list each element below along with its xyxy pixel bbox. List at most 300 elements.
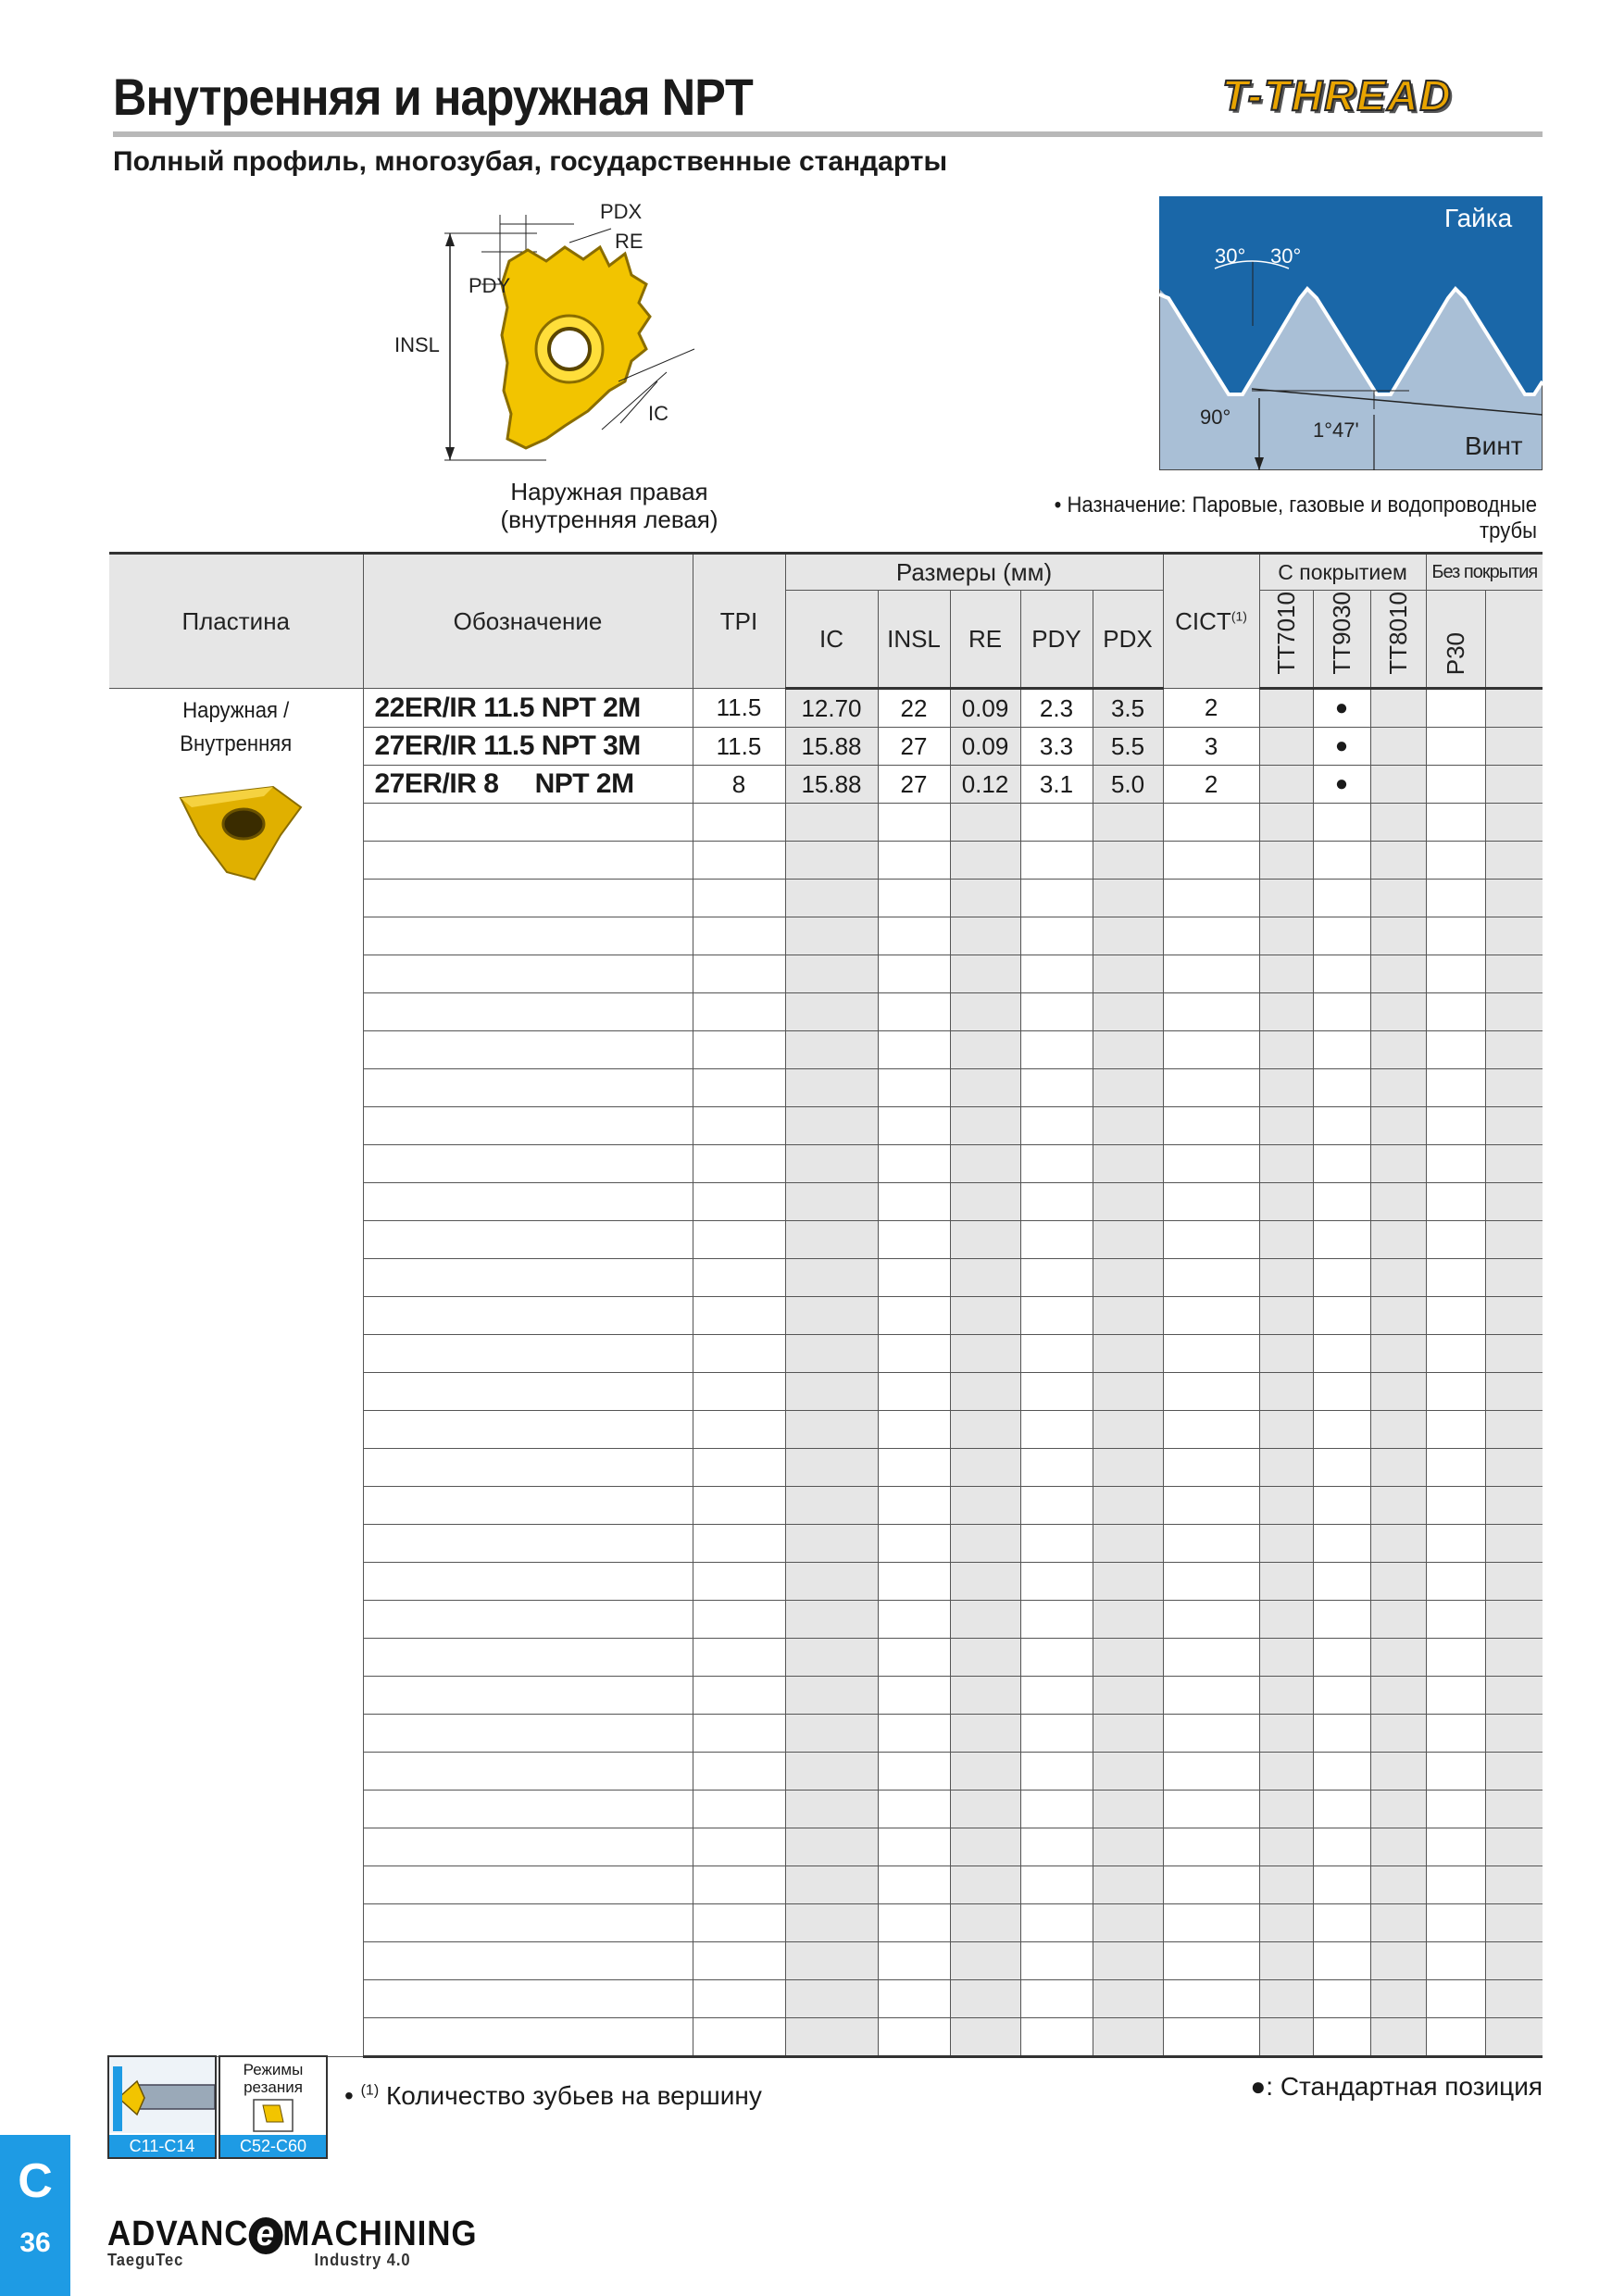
ic-cell bbox=[785, 1449, 878, 1487]
tt7010-cell bbox=[1259, 766, 1313, 804]
re-cell bbox=[950, 1145, 1020, 1183]
tt8010-cell bbox=[1370, 1487, 1426, 1525]
designation-cell bbox=[363, 993, 693, 1031]
insl-cell bbox=[878, 804, 950, 842]
re-cell bbox=[950, 1031, 1020, 1069]
cict-cell bbox=[1163, 1411, 1259, 1449]
tpi-cell bbox=[693, 955, 785, 993]
tt7010-cell bbox=[1259, 804, 1313, 842]
pdy-cell bbox=[1020, 1866, 1093, 1904]
pdy-cell bbox=[1020, 1069, 1093, 1107]
tt8010-cell bbox=[1370, 880, 1426, 917]
insl-cell bbox=[878, 1904, 950, 1942]
re-cell bbox=[950, 1221, 1020, 1259]
page-number: 36 bbox=[19, 2227, 51, 2258]
header-pdy: PDY bbox=[1020, 591, 1093, 689]
tt9030-cell bbox=[1313, 880, 1370, 917]
p30-cell bbox=[1426, 1107, 1485, 1145]
tpi-cell bbox=[693, 1449, 785, 1487]
ic-cell bbox=[785, 1563, 878, 1601]
tt9030-cell bbox=[1313, 1639, 1370, 1677]
brand-logo: T-THREAD bbox=[1222, 71, 1453, 119]
p30-cell bbox=[1426, 1487, 1485, 1525]
pdx-cell bbox=[1093, 1753, 1163, 1791]
tt7010-cell bbox=[1259, 1487, 1313, 1525]
pdy-cell bbox=[1020, 1411, 1093, 1449]
designation-cell bbox=[363, 1715, 693, 1753]
tt7010-cell bbox=[1259, 842, 1313, 880]
tpi-cell bbox=[693, 1942, 785, 1980]
blank-cell bbox=[1485, 1715, 1543, 1753]
tpi-cell: 8 bbox=[693, 766, 785, 804]
tt8010-cell bbox=[1370, 1297, 1426, 1335]
header-blank bbox=[1485, 591, 1543, 689]
toolholder-ref: C11-C14 bbox=[109, 2135, 215, 2157]
tt9030-cell bbox=[1313, 1259, 1370, 1297]
pdy-cell bbox=[1020, 1335, 1093, 1373]
header-tpi: TPI bbox=[693, 554, 785, 689]
pdx-cell bbox=[1093, 1715, 1163, 1753]
insl-label: INSL bbox=[394, 333, 440, 356]
insl-cell bbox=[878, 1221, 950, 1259]
tt9030-cell bbox=[1313, 1791, 1370, 1828]
pdy-cell bbox=[1020, 842, 1093, 880]
tt9030-cell bbox=[1313, 2018, 1370, 2057]
insl-cell bbox=[878, 1791, 950, 1828]
toolholder-ref-box[interactable] bbox=[107, 2055, 217, 2159]
tt7010-cell bbox=[1259, 1373, 1313, 1411]
tt8010-cell bbox=[1370, 804, 1426, 842]
designation-cell bbox=[363, 1866, 693, 1904]
designation-cell bbox=[363, 880, 693, 917]
pdy-cell bbox=[1020, 880, 1093, 917]
tt9030-cell bbox=[1313, 1373, 1370, 1411]
designation-cell: 22ER/IR 11.5 NPT 2M bbox=[363, 689, 693, 728]
pdx-cell bbox=[1093, 804, 1163, 842]
re-cell bbox=[950, 1866, 1020, 1904]
ic-cell bbox=[785, 1373, 878, 1411]
re-cell bbox=[950, 1107, 1020, 1145]
cict-cell bbox=[1163, 1525, 1259, 1563]
angle-left-label: 30° bbox=[1215, 244, 1246, 268]
ic-cell bbox=[785, 1639, 878, 1677]
designation-cell bbox=[363, 1183, 693, 1221]
pdx-cell bbox=[1093, 1942, 1163, 1980]
tt9030-cell bbox=[1313, 917, 1370, 955]
tpi-cell bbox=[693, 1639, 785, 1677]
cict-cell bbox=[1163, 1221, 1259, 1259]
cict-cell bbox=[1163, 1259, 1259, 1297]
designation-cell bbox=[363, 1563, 693, 1601]
blank-cell bbox=[1485, 917, 1543, 955]
pdy-cell: 2.3 bbox=[1020, 689, 1093, 728]
blank-cell bbox=[1485, 1183, 1543, 1221]
tpi-cell bbox=[693, 917, 785, 955]
tpi-cell bbox=[693, 2018, 785, 2057]
tpi-cell bbox=[693, 1297, 785, 1335]
insert-spec-table bbox=[109, 552, 1543, 2058]
header-tt9030: TT9030 bbox=[1313, 591, 1370, 689]
designation-cell bbox=[363, 1980, 693, 2018]
insl-cell bbox=[878, 1525, 950, 1563]
tt8010-cell bbox=[1370, 1335, 1426, 1373]
tt9030-cell: ● bbox=[1313, 766, 1370, 804]
tt7010-cell bbox=[1259, 1411, 1313, 1449]
tt7010-cell bbox=[1259, 2018, 1313, 2057]
blank-cell bbox=[1485, 1828, 1543, 1866]
designation-cell bbox=[363, 1601, 693, 1639]
tpi-cell bbox=[693, 1259, 785, 1297]
blank-cell bbox=[1485, 1449, 1543, 1487]
re-cell bbox=[950, 1563, 1020, 1601]
pdy-cell bbox=[1020, 1791, 1093, 1828]
insl-cell bbox=[878, 1297, 950, 1335]
ic-cell bbox=[785, 993, 878, 1031]
page-title: Внутренняя и наружная NPT bbox=[113, 68, 753, 126]
blank-cell bbox=[1485, 1031, 1543, 1069]
tt7010-cell bbox=[1259, 1677, 1313, 1715]
tt7010-cell bbox=[1259, 1639, 1313, 1677]
re-label: RE bbox=[615, 230, 643, 253]
p30-cell bbox=[1426, 1942, 1485, 1980]
ic-cell bbox=[785, 1183, 878, 1221]
header-ic: IC bbox=[785, 591, 878, 689]
header-insert: Пластина bbox=[109, 554, 363, 689]
cict-cell bbox=[1163, 1145, 1259, 1183]
cict-cell bbox=[1163, 1107, 1259, 1145]
insl-cell bbox=[878, 955, 950, 993]
insl-cell bbox=[878, 1145, 950, 1183]
designation-cell bbox=[363, 1525, 693, 1563]
p30-cell bbox=[1426, 1715, 1485, 1753]
designation-cell bbox=[363, 1449, 693, 1487]
insl-cell bbox=[878, 1069, 950, 1107]
pdx-cell bbox=[1093, 1639, 1163, 1677]
tpi-cell bbox=[693, 1145, 785, 1183]
pdx-cell: 3.5 bbox=[1093, 689, 1163, 728]
ic-cell bbox=[785, 1791, 878, 1828]
tt9030-cell bbox=[1313, 1031, 1370, 1069]
header-p30: P30 bbox=[1426, 591, 1485, 689]
tt7010-cell bbox=[1259, 1563, 1313, 1601]
insl-cell bbox=[878, 917, 950, 955]
designation-cell bbox=[363, 1942, 693, 1980]
tt8010-cell bbox=[1370, 1601, 1426, 1639]
pdx-cell bbox=[1093, 1107, 1163, 1145]
pdy-cell bbox=[1020, 1373, 1093, 1411]
re-cell: 0.12 bbox=[950, 766, 1020, 804]
p30-cell bbox=[1426, 1828, 1485, 1866]
p30-cell bbox=[1426, 1373, 1485, 1411]
pdy-cell bbox=[1020, 917, 1093, 955]
tt8010-cell bbox=[1370, 2018, 1426, 2057]
p30-cell bbox=[1426, 1183, 1485, 1221]
cict-cell bbox=[1163, 1677, 1259, 1715]
insl-cell bbox=[878, 1411, 950, 1449]
cict-cell bbox=[1163, 1563, 1259, 1601]
header-insl: INSL bbox=[878, 591, 950, 689]
insert-shape bbox=[502, 247, 650, 448]
tt8010-cell bbox=[1370, 1107, 1426, 1145]
tt9030-cell bbox=[1313, 955, 1370, 993]
pdx-cell: 5.0 bbox=[1093, 766, 1163, 804]
ic-cell bbox=[785, 804, 878, 842]
tt9030-cell bbox=[1313, 1677, 1370, 1715]
p30-cell bbox=[1426, 1335, 1485, 1373]
pdy-cell bbox=[1020, 2018, 1093, 2057]
insl-cell bbox=[878, 1866, 950, 1904]
pdx-cell bbox=[1093, 1449, 1163, 1487]
cict-cell bbox=[1163, 1449, 1259, 1487]
tt7010-cell bbox=[1259, 728, 1313, 766]
blank-cell bbox=[1485, 728, 1543, 766]
pdy-cell bbox=[1020, 804, 1093, 842]
tpi-cell bbox=[693, 993, 785, 1031]
tt9030-cell: ● bbox=[1313, 689, 1370, 728]
nut-label: Гайка bbox=[1444, 204, 1513, 232]
tpi-cell bbox=[693, 1487, 785, 1525]
footnote: • $^{(1)}$ Количество зубьев на вершину bbox=[344, 2081, 762, 2110]
tt7010-cell bbox=[1259, 917, 1313, 955]
pdy-cell bbox=[1020, 1183, 1093, 1221]
insl-cell bbox=[878, 1563, 950, 1601]
header-designation: Обозначение bbox=[363, 554, 693, 689]
tt8010-cell bbox=[1370, 1563, 1426, 1601]
cict-cell bbox=[1163, 1904, 1259, 1942]
insl-cell bbox=[878, 1487, 950, 1525]
designation-cell bbox=[363, 1904, 693, 1942]
tpi-cell bbox=[693, 1221, 785, 1259]
pdx-cell bbox=[1093, 1563, 1163, 1601]
p30-cell bbox=[1426, 880, 1485, 917]
tt8010-cell bbox=[1370, 1373, 1426, 1411]
re-cell bbox=[950, 1791, 1020, 1828]
ic-cell bbox=[785, 1942, 878, 1980]
p30-cell bbox=[1426, 1677, 1485, 1715]
taper-angle-label: 1°47' bbox=[1313, 418, 1359, 442]
tpi-cell bbox=[693, 1677, 785, 1715]
designation-cell bbox=[363, 917, 693, 955]
cict-cell bbox=[1163, 1980, 1259, 2018]
tt7010-cell bbox=[1259, 1791, 1313, 1828]
re-cell bbox=[950, 993, 1020, 1031]
pdy-cell bbox=[1020, 1031, 1093, 1069]
ic-cell bbox=[785, 1980, 878, 2018]
re-cell bbox=[950, 1677, 1020, 1715]
tt8010-cell bbox=[1370, 1866, 1426, 1904]
p30-cell bbox=[1426, 1145, 1485, 1183]
insert-type-label: Наружная / Внутренняя bbox=[180, 698, 293, 756]
tt8010-cell bbox=[1370, 1791, 1426, 1828]
tt8010-cell bbox=[1370, 1639, 1426, 1677]
tt8010-cell bbox=[1370, 1828, 1426, 1866]
pdy-cell bbox=[1020, 1980, 1093, 2018]
cutting-data-icon bbox=[252, 2098, 294, 2133]
ic-cell bbox=[785, 2018, 878, 2057]
p30-cell bbox=[1426, 917, 1485, 955]
ic-cell bbox=[785, 1335, 878, 1373]
insl-cell bbox=[878, 1639, 950, 1677]
designation-cell bbox=[363, 1487, 693, 1525]
tt9030-cell: ● bbox=[1313, 728, 1370, 766]
re-cell bbox=[950, 1904, 1020, 1942]
tpi-cell: 11.5 bbox=[693, 689, 785, 728]
p30-cell bbox=[1426, 1069, 1485, 1107]
tt8010-cell bbox=[1370, 1525, 1426, 1563]
ic-cell bbox=[785, 1221, 878, 1259]
pdy-cell bbox=[1020, 1221, 1093, 1259]
insl-cell bbox=[878, 993, 950, 1031]
pdy-cell bbox=[1020, 1525, 1093, 1563]
pdx-cell bbox=[1093, 993, 1163, 1031]
insl-cell bbox=[878, 1601, 950, 1639]
p30-cell bbox=[1426, 1297, 1485, 1335]
pdy-cell bbox=[1020, 1487, 1093, 1525]
cict-cell bbox=[1163, 804, 1259, 842]
tt8010-cell bbox=[1370, 1183, 1426, 1221]
p30-cell bbox=[1426, 1904, 1485, 1942]
insl-cell bbox=[878, 1942, 950, 1980]
tpi-cell bbox=[693, 842, 785, 880]
tt9030-cell bbox=[1313, 1297, 1370, 1335]
cict-cell: 2 bbox=[1163, 766, 1259, 804]
ic-cell bbox=[785, 1069, 878, 1107]
ic-cell bbox=[785, 1487, 878, 1525]
ic-cell bbox=[785, 1677, 878, 1715]
pdy-cell bbox=[1020, 1449, 1093, 1487]
tt7010-cell bbox=[1259, 1107, 1313, 1145]
tt7010-cell bbox=[1259, 1828, 1313, 1866]
pdx-cell bbox=[1093, 2018, 1163, 2057]
header-coated: С покрытием bbox=[1259, 554, 1426, 591]
tt7010-cell bbox=[1259, 1866, 1313, 1904]
ic-cell bbox=[785, 917, 878, 955]
pdx-cell bbox=[1093, 917, 1163, 955]
blank-cell bbox=[1485, 880, 1543, 917]
pdx-cell bbox=[1093, 1031, 1163, 1069]
re-cell bbox=[950, 1639, 1020, 1677]
ic-cell bbox=[785, 842, 878, 880]
header-dimensions: Размеры (мм) bbox=[785, 554, 1163, 591]
designation-cell bbox=[363, 1753, 693, 1791]
pdy-cell bbox=[1020, 1297, 1093, 1335]
tt9030-cell bbox=[1313, 1487, 1370, 1525]
insl-cell bbox=[878, 1753, 950, 1791]
cutting-data-ref-box[interactable] bbox=[219, 2055, 328, 2159]
insert-photo bbox=[162, 770, 310, 891]
ic-cell bbox=[785, 1828, 878, 1866]
insl-cell bbox=[878, 1031, 950, 1069]
tt8010-cell bbox=[1370, 1259, 1426, 1297]
tt8010-cell bbox=[1370, 1145, 1426, 1183]
tpi-cell bbox=[693, 1031, 785, 1069]
ic-label: IC bbox=[648, 402, 668, 425]
insl-cell bbox=[878, 2018, 950, 2057]
cict-cell bbox=[1163, 1031, 1259, 1069]
tpi-cell bbox=[693, 1904, 785, 1942]
tt9030-cell bbox=[1313, 1335, 1370, 1373]
cict-cell bbox=[1163, 993, 1259, 1031]
re-cell bbox=[950, 1183, 1020, 1221]
re-cell bbox=[950, 1449, 1020, 1487]
re-cell bbox=[950, 1335, 1020, 1373]
tt9030-cell bbox=[1313, 1980, 1370, 2018]
re-cell bbox=[950, 1487, 1020, 1525]
p30-cell bbox=[1426, 955, 1485, 993]
cict-cell bbox=[1163, 1183, 1259, 1221]
tt7010-cell bbox=[1259, 1259, 1313, 1297]
insl-cell bbox=[878, 1373, 950, 1411]
tt8010-cell bbox=[1370, 917, 1426, 955]
insl-cell bbox=[878, 1980, 950, 2018]
ic-cell bbox=[785, 1715, 878, 1753]
pdy-cell: 3.1 bbox=[1020, 766, 1093, 804]
tt7010-cell bbox=[1259, 955, 1313, 993]
pdx-cell bbox=[1093, 1297, 1163, 1335]
designation-cell bbox=[363, 1791, 693, 1828]
re-cell bbox=[950, 1525, 1020, 1563]
blank-cell bbox=[1485, 1221, 1543, 1259]
p30-cell bbox=[1426, 804, 1485, 842]
p30-cell bbox=[1426, 1259, 1485, 1297]
cict-cell bbox=[1163, 1828, 1259, 1866]
section-tab bbox=[0, 2135, 70, 2296]
pdy-cell bbox=[1020, 1601, 1093, 1639]
p30-cell bbox=[1426, 842, 1485, 880]
pdx-cell bbox=[1093, 1525, 1163, 1563]
designation-cell bbox=[363, 1335, 693, 1373]
tt8010-cell bbox=[1370, 728, 1426, 766]
pdy-cell: 3.3 bbox=[1020, 728, 1093, 766]
tt7010-cell bbox=[1259, 1980, 1313, 2018]
re-cell bbox=[950, 804, 1020, 842]
re-cell bbox=[950, 1411, 1020, 1449]
cutting-data-ref: C52-C60 bbox=[220, 2135, 326, 2157]
re-cell bbox=[950, 917, 1020, 955]
section-letter: C bbox=[18, 2154, 53, 2208]
designation-cell bbox=[363, 1069, 693, 1107]
blank-cell bbox=[1485, 1942, 1543, 1980]
tpi-cell bbox=[693, 1828, 785, 1866]
designation-cell bbox=[363, 1373, 693, 1411]
tt8010-cell bbox=[1370, 1753, 1426, 1791]
tt8010-cell bbox=[1370, 1904, 1426, 1942]
designation-cell bbox=[363, 842, 693, 880]
tt9030-cell bbox=[1313, 1715, 1370, 1753]
page-subtitle: Полный профиль, многозубая, государственные стандарты bbox=[113, 146, 948, 177]
cict-cell: 3 bbox=[1163, 728, 1259, 766]
pdy-cell bbox=[1020, 1563, 1093, 1601]
pdx-cell bbox=[1093, 1183, 1163, 1221]
insl-cell bbox=[878, 1677, 950, 1715]
tt9030-cell bbox=[1313, 842, 1370, 880]
pdy-cell bbox=[1020, 1639, 1093, 1677]
ic-cell bbox=[785, 955, 878, 993]
toolholder-icon bbox=[109, 2057, 215, 2133]
p30-cell bbox=[1426, 1525, 1485, 1563]
pdx-cell bbox=[1093, 1411, 1163, 1449]
tt7010-cell bbox=[1259, 1069, 1313, 1107]
pdx-cell bbox=[1093, 1487, 1163, 1525]
ic-cell bbox=[785, 1411, 878, 1449]
ic-cell bbox=[785, 1107, 878, 1145]
pdx-cell bbox=[1093, 1069, 1163, 1107]
ic-cell bbox=[785, 1259, 878, 1297]
tt9030-cell bbox=[1313, 1866, 1370, 1904]
designation-cell bbox=[363, 2018, 693, 2057]
tpi-cell bbox=[693, 880, 785, 917]
pdy-cell bbox=[1020, 1677, 1093, 1715]
